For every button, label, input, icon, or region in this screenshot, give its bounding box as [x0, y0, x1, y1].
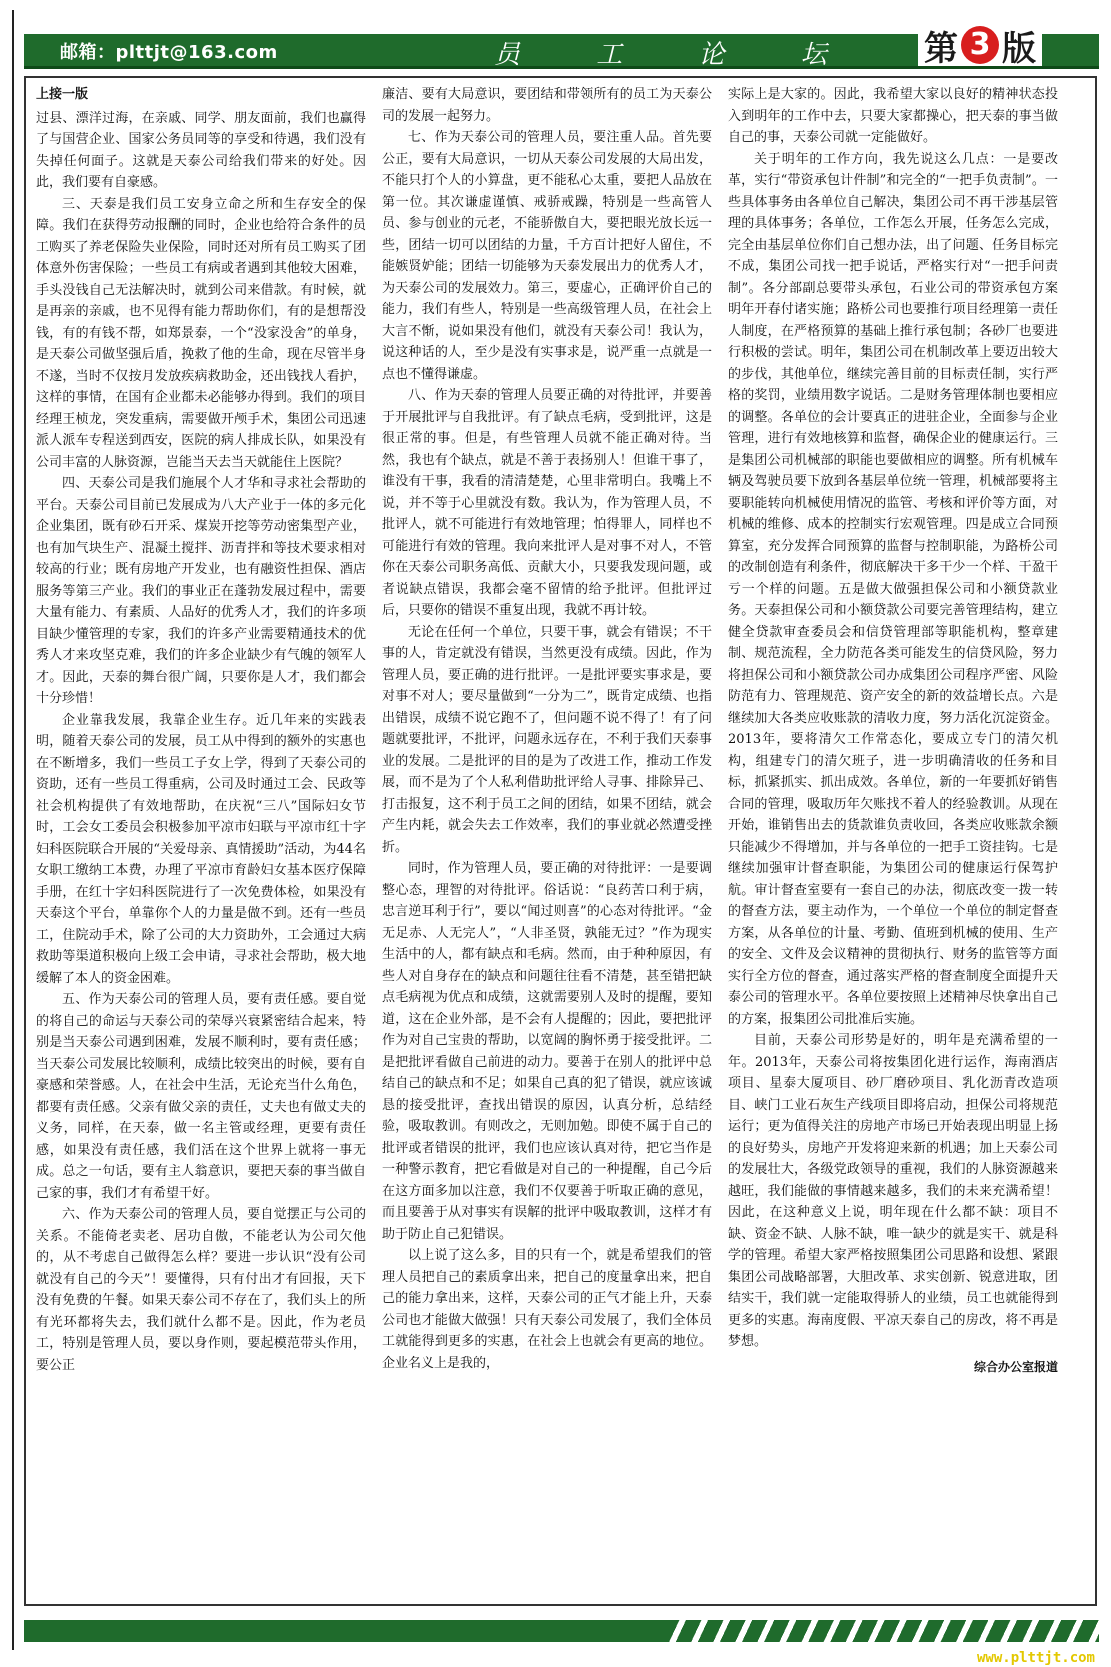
edition-suffix: 版 — [1002, 28, 1036, 69]
paragraph: 实际上是大家的。因此，我希望大家以良好的精神状态投入到明年的工作中去，只要大家都操心，把天泰的事当做自己的事，天泰公司就一定能做好。 — [728, 87, 1058, 145]
footer-solid-bar — [24, 1620, 664, 1642]
page-left-rule — [12, 10, 14, 1650]
paragraph: 关于明年的工作方向，我先说这么几点：一是要改革，实行“带资承包计件制”和完全的“一把手负责制”。一些具体事务由各单位自己解决，集团公司不再干涉基层管理的具体事务；各单位，工作怎么开展，任务怎么完成，完全由基层单位你们自己想办法，出了问题、任务目标完不成，集团公司找一把手说话，严格实行对“一把手问责制”。各分部副总要带头承包，石业公司的带资承包方案明年开春付诸实施；路桥公司也要推行项目经理第一责任人制度，在严格预算的基础上推行承包制；各砂厂也要进行积极的尝试。明年，集团公司在机制改革上要迈出较大的步伐，其他单位，继续完善目前的目标责任制，实行严格的奖罚，业绩用数字说话。二是财务管理体制也要相应的调整。各单位的会计要真正的进驻企业，全面参与企业管理，进行有效地核算和监督，确保企业的健康运行。三是集团公司机械部的职能也要做相应的调整。所有机械车辆及驾驶员要下放到各基层单位统一管理，机械部要将主要职能转向机械使用情况的监管、考核和评价等方面，对机械的维修、成本的控制实行宏观管理。四是成立合同预算室，充分发挥合同预算的监督与控制职能，为路桥公司的改制创造有利条件，彻底解决干多干少一个样、干盈干亏一个样的问题。五是做大做强担保公司和小额贷款业务。天泰担保公司和小额贷款公司要完善管理结构，建立健全贷款审查委员会和信贷管理部等职能机构，整章建制、规范流程，全力防范各类可能发生的信贷风险，努力将担保公司和小额贷款公司办成集团公司程序严密、风险防范有力、管理规范、资产安全的新的效益增长点。六是继续加大各类应收账款的清收力度，努力活化沉淀资金。2013年，要将清欠工作常态化，要成立专门的清欠机构，组建专门的清欠班子，进一步明确清收的任务和目标，抓紧抓实、抓出成效。各单位，新的一年要抓好销售合同的管理，吸取历年欠账找不着人的经验教训。从现在开始，谁销售出去的货款谁负责收回，各类应收账款余额只能减少不得增加，并与各单位的一把手工资挂钩。七是继续加强审计督查职能，为集团公司的健康运行保驾护航。审计督查室要有一套自己的办法，彻底改变一拨一转的督查方法，要主动作为，一个单位一个单位的制定督查方案，从各单位的计量、考勤、值班到机械的使用、生产的安全、文件及会议精神的贯彻执行、财务的监管等方面实行全方位的督查，通过落实严格的督查制度全面提升天泰公司的管理水平。各单位要按照上述精神尽快拿出自己的方案，报集团公司批准后实施。 — [728, 151, 1058, 1027]
edition-number: 3 — [961, 26, 999, 64]
paragraph: 以上说了这么多，目的只有一个，就是希望我们的管理人员把自己的素质拿出来，把自己的度量拿出来，把自己的能力拿出来，这样，天泰公司的正气才能上升，天泰公司也才能做大做强！只有天泰公司发展了，我们全体员工就能得到更多的实惠，在社会上也就会有更高的地位。企业名义上是我的， — [382, 1248, 712, 1371]
paragraph: 廉洁、要有大局意识，要团结和带领所有的员工为天泰公司的发展一起努力。 — [382, 87, 712, 124]
paragraph: 六、作为天泰公司的管理人员，要自觉摆正与公司的关系。不能倚老卖老、居功自傲，不能老认为公司欠他的，从不考虑自己做得怎么样？要进一步认识“没有公司就没有自己的今天”！要懂得，只有付出才有回报，天下没有免费的午餐。如果天泰公司不存在了，我们头上的所有光环都将失去，我们就什么都不是。因此，作为老员工，特别是管理人员，要以身作则，要起模范带头作用，要公正 — [36, 1207, 366, 1373]
paragraph: 四、天泰公司是我们施展个人才华和寻求社会帮助的平台。天泰公司目前已发展成为八大产业于一体的多元化企业集团，既有砂石开采、煤炭开挖等劳动密集型产业，也有加气块生产、混凝土搅拌、沥青拌和等技术要求相对较高的行业；既有房地产开发业，也有融资性担保、酒店服务等第三产业。我们的事业正在蓬勃发展过程中，需要大量有能力、有素质、人品好的优秀人才，我们的许多项目缺少懂管理的专家，我们的许多产业需要精通技术的优秀人才来攻坚克难，我们的许多企业缺少有气魄的领军人才。因此，天泰的舞台很广阔，只要你是人才，我们都会十分珍惜！ — [36, 476, 366, 706]
article-source: 综合办公室报道 — [973, 1359, 1058, 1374]
paragraph: 八、作为天泰的管理人员要正确的对待批评，并要善于开展批评与自我批评。有了缺点毛病，受到批评，这是很正常的事。但是，有些管理人员就不能正确对待。当然，我也有个缺点，就是不善于表扬别人！但谁干事了，谁没有干事，我看的清清楚楚，心里非常明白。我嘴上不说，并不等于心里就没有数。我认为，作为管理人员，不批评人，就不可能进行有效地管理；怕得罪人，同样也不可能进行有效的管理。我向来批评人是对事不对人，不管你在天泰公司职务高低、贡献大小，只要我发现问题，或者说缺点错误，我都会毫不留情的给予批评。但批评过后，只要你的错误不重复出现，我就不再计较。 — [382, 388, 712, 618]
edition-badge — [918, 24, 1042, 69]
paragraph: 无论在任何一个单位，只要干事，就会有错误；不干事的人，肯定就没有错误，当然更没有成绩。因此，作为管理人员，要正确的进行批评。一是批评要实事求是，要对事不对人；要尽量做到“一分为二”，既肯定成绩、也指出错误，成绩不说它跑不了，但问题不说不得了！有了问题就要批评，不批评，问题永远存在，不利于我们天泰事业的发展。二是批评的目的是为了改进工作，推动工作发展，而不是为了个人私利借助批评给人寻事、排除异己、打击报复，这不利于员工之间的团结，如果不团结，就会产生内耗，就会失去工作效率，我们的事业就必然遭受挫折。 — [382, 624, 712, 855]
paragraph: 目前，天泰公司形势是好的，明年是充满希望的一年。2013年，天泰公司将按集团化进行运作，海南酒店项目、星泰大厦项目、砂厂磨砂项目、乳化沥青改造项目、峡门工业石灰生产线项目即将启动，担保公司将规范运行；更为值得关注的房地产市场已开始表现出明显上扬的良好势头，房地产开发将迎来新的机遇；加上天泰公司的发展壮大，各级党政领导的重视，我们的人脉资源越来越旺，我们能做的事情越来越多，我们的未来充满希望！因此，在这种意义上说，明年现在什么都不缺：项目不缺、资金不缺、人脉不缺，唯一缺少的就是实干、就是科学的管理。希望大家严格按照集团公司思路和设想、紧跟集团公司战略部署，大胆改革、求实创新、锐意进取，团结实干，我们就一定能取得骄人的业绩，员工也就能得到更多的实惠。海南度假、平凉天泰自己的房改，将不再是梦想。 — [728, 1033, 1058, 1349]
paragraph: 三、天泰是我们员工安身立命之所和生存安全的保障。我们在获得劳动报酬的同时，企业也给符合条件的员工购买了养老保险失业保险，同时还对所有员工购买了团体意外伤害保险；一些员工有病或者遇到其他较大困难，手头没钱自己无法解决时，就到公司来借款。有时候，就是再亲的亲戚，也不见得有能力帮助你们，有的是想帮没钱，有的有钱不帮，如郑景泰，一个“没家没舍”的单身，是天泰公司做坚强后盾，挽救了他的生命，现在尽管半身不遂，当时不仅按月发放疾病救助金，还出钱找人看护，这样的事情，在国有企业都未必能够办得到。我们的项目经理王桢龙，突发重病，需要做开颅手术，集团公司迅速派人派车专程送到西安，医院的病人排成长队，如果没有公司丰富的人脉资源，岂能当天去当天就能住上医院？ — [36, 196, 366, 470]
article-column-3 — [728, 84, 1058, 1594]
footer-url[interactable]: www.plttjt.com — [976, 1650, 1095, 1666]
paragraph: 五、作为天泰公司的管理人员，要有责任感。要自觉的将自己的命运与天泰公司的荣辱兴衰紧密结合起来，特别是当天泰公司遇到困难，发展不顺利时，要有责任感；当天泰公司发展比较顺利，成绩比较突出的时候，要有自豪感和荣誉感。人，在社会中生活，无论充当什么角色，都要有责任感。父亲有做父亲的责任，丈夫也有做丈夫的义务，同样，在天泰，做一名主管或经理，更要有责任感，如果没有责任感，我们活在这个世界上就将一事无成。总之一句话，要有主人翁意识，要把天泰的事当做自己家的事，我们才有希望干好。 — [36, 992, 366, 1201]
header-email[interactable]: 邮箱：plttjt@163.com — [60, 42, 278, 63]
edition-prefix: 第 — [924, 28, 958, 69]
paragraph: 七、作为天泰公司的管理人员，要注重人品。首先要公正，要有大局意识，一切从天泰公司发展的大局出发，不能只打个人的小算盘，更不能私心太重，要把人品放在第一位。其次谦虚谨慎、戒骄戒躁，特别是一些高管人员、参与创业的元老，不能骄傲自大，要把眼光放长远一些，团结一切可以团结的力量，千方百计把好人留住，不能嫉贤妒能；团结一切能够为天泰发展出力的优秀人才，为天泰公司的发展效力。第三，要虚心，正确评价自己的能力，我们有些人，特别是一些高级管理人员，在社会上大言不惭，说如果没有他们，就没有天泰公司！我认为，说这种话的人，至少是没有实事求是，说严重一点就是一点也不懂得谦虚。 — [382, 130, 712, 382]
paragraph: 同时，作为管理人员，要正确的对待批评：一是要调整心态，理智的对待批评。俗话说：“良药苦口利于病，忠言逆耳利于行”，要以“闻过则喜”的心态对待批评。“金无足赤、人无完人”，“人非圣贤，孰能无过？”作为现实生活中的人，都有缺点和毛病。然而，由于种种原因，有些人对自身存在的缺点和问题往往看不清楚，甚至错把缺点毛病视为优点和成绩，这就需要别人及时的提醒，要知道，这在企业外部，是不会有人提醒的；因此，要把批评作为对自己宝贵的帮助，以宽阔的胸怀勇于接受批评。二是把批评看做自己前进的动力。要善于在别人的批评中总结自己的缺点和不足；如果自己真的犯了错误，就应该诚恳的接受批评，查找出错误的原因，认真分析，总结经验，吸取教训。有则改之，无则加勉。即使不属于自己的批评或者错误的批评，我们也应该认真对待，把它当作是一种警示教育，把它看做是对自己的一种提醒，自己今后在这方面多加以注意，我们不仅要善于听取正确的意见，而且要善于从对事实有误解的批评中吸取教训，这样才有助于防止自己犯错误。 — [382, 861, 712, 1242]
continued-label: 上接一版 — [36, 87, 89, 102]
article-column-2 — [382, 84, 712, 1594]
paragraph: 企业靠我发展，我靠企业生存。近几年来的实践表明，随着天泰公司的发展，员工从中得到的额外的实惠也在不断增多，我们一些员工子女上学，得到了天泰公司的资助，还有一些员工得重病，公司及时通过工会、民政等社会机构提供了有效地帮助，在庆祝“三八”国际妇女节时，工会女工委员会积极参加平凉市妇联与平凉市红十字妇科医院联合开展的“关爱母亲、真情援助”活动，为44名女职工缴纳工本费，办理了平凉市育龄妇女基本医疗保障手册，在红十字妇科医院进行了一次免费体检，如果没有天泰这个平台，单靠你个人的力量是做不到。还有一些员工，住院动手术，除了公司的大力资助外，工会通过大病救助等渠道积极向上级工会申请，寻求社会帮助，极大地缓解了本人的资金困难。 — [36, 712, 366, 986]
header-forum-title: 员 工 论 坛 — [494, 40, 861, 70]
article-column-1 — [36, 84, 366, 1594]
paragraph: 过县、漂洋过海，在亲戚、同学、朋友面前，我们也赢得了与国营企业、国家公务员同等的享受和待遇，我们没有失掉任何面子。这就是天泰公司给我们带来的好处。因此，我们要有自豪感。 — [36, 110, 366, 190]
